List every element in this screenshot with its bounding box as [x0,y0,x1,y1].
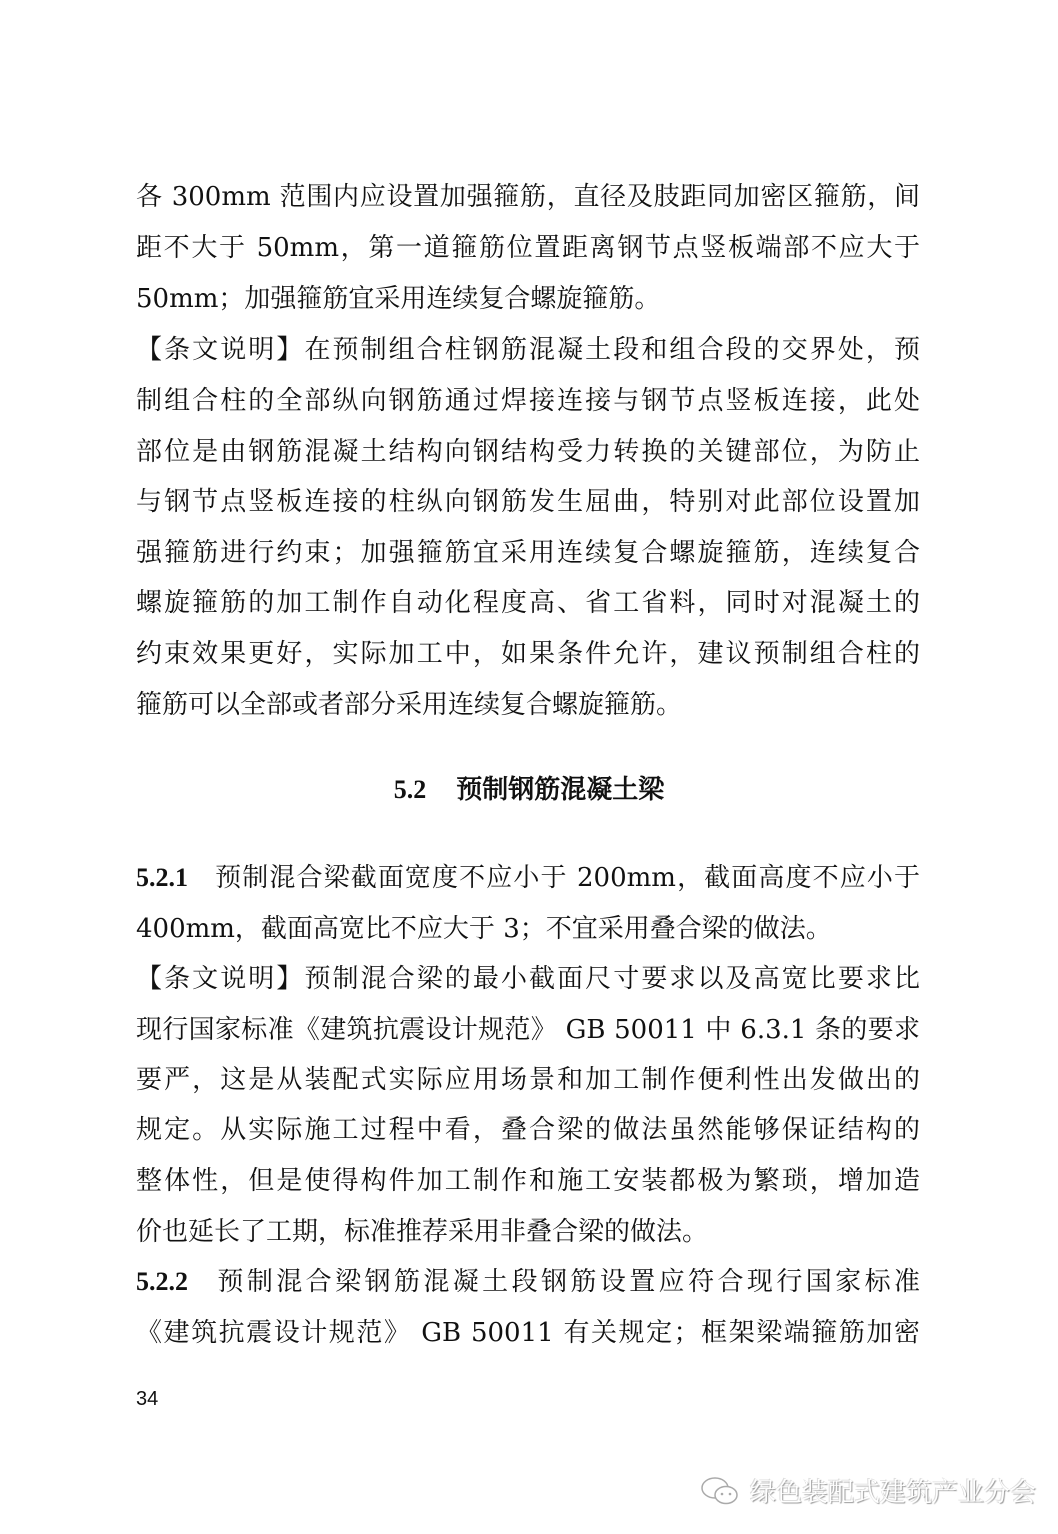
text-line [136,962,920,996]
section-heading [0,773,1058,807]
line-text: 50mm；加强箍筋宜采用连续复合螺旋箍筋。 [136,284,661,314]
text-line [136,1215,920,1249]
line-text: 箍筋可以全部或者部分采用连续复合螺旋箍筋。 [136,690,683,720]
line-text: 【条文说明】在预制组合柱钢筋混凝土段和组合段的交界处，预 [136,335,920,365]
text-line [136,1013,920,1047]
section-title: 预制钢筋混凝土梁 [456,775,665,805]
line-text: 各 300mm 范围内应设置加强箍筋，直径及肢距同加密区箍筋，间 [136,182,920,212]
text-line [136,586,920,620]
line-text: 要严，这是从装配式实际应用场景和加工制作便利性出发做出的 [136,1065,920,1095]
text-line [136,180,920,214]
line-text: 约束效果更好，实际加工中，如果条件允许，建议预制组合柱的 [136,639,920,669]
line-text: 现行国家标准《建筑抗震设计规范》 GB 50011 中 6.3.1 条的要求 [136,1015,920,1045]
wechat-icon [700,1475,740,1507]
text-line [136,384,920,418]
text-line [136,282,920,316]
line-text: 距不大于 50mm，第一道箍筋位置距离钢节点竖板端部不应大于 [136,233,920,263]
section-number: 5.2 [393,775,427,804]
line-text: 预制混合梁截面宽度不应小于 200mm，截面高度不应小于 [214,863,920,893]
text-line [136,536,920,570]
line-text: 制组合柱的全部纵向钢筋通过焊接连接与钢节点竖板连接，此处 [136,386,920,416]
line-text: 【条文说明】预制混合梁的最小截面尺寸要求以及高宽比要求比 [136,964,920,994]
line-text: 规定。从实际施工过程中看，叠合梁的做法虽然能够保证结构的 [136,1115,920,1145]
line-text: 价也延长了工期，标准推荐采用非叠合梁的做法。 [136,1217,709,1247]
clause-number: 5.2.2 [136,1267,188,1296]
line-text: 《建筑抗震设计规范》 GB 50011 有关规定；框架梁端箍筋加密 [136,1318,920,1348]
clause-line [136,1265,920,1299]
text-line [136,1316,920,1350]
text-line [136,637,920,671]
text-line [136,485,920,519]
line-text: 整体性，但是使得构件加工制作和施工安装都极为繁琐，增加造 [136,1166,920,1196]
text-line [136,912,920,946]
page-number: 34 [136,1388,159,1410]
line-text: 部位是由钢筋混凝土结构向钢结构受力转换的关键部位，为防止 [136,437,920,467]
line-text: 与钢节点竖板连接的柱纵向钢筋发生屈曲，特别对此部位设置加 [136,487,920,517]
line-text: 400mm，截面高宽比不应大于 3；不宜采用叠合梁的做法。 [136,914,832,944]
text-line [136,435,920,469]
line-text: 螺旋箍筋的加工制作自动化程度高、省工省料，同时对混凝土的 [136,588,920,618]
line-text: 强箍筋进行约束；加强箍筋宜采用连续复合螺旋箍筋，连续复合 [136,538,920,568]
text-line [136,688,920,722]
text-line [136,231,920,265]
clause-line [136,861,920,895]
text-line [136,1113,920,1147]
line-text: 预制混合梁钢筋混凝土段钢筋设置应符合现行国家标准 [214,1267,920,1297]
watermark [700,1472,1036,1509]
watermark-text: 绿色装配式建筑产业分会 [750,1478,1037,1508]
text-line [136,1164,920,1198]
clause-number: 5.2.1 [136,863,188,892]
text-line [136,333,920,367]
text-line [136,1063,920,1097]
